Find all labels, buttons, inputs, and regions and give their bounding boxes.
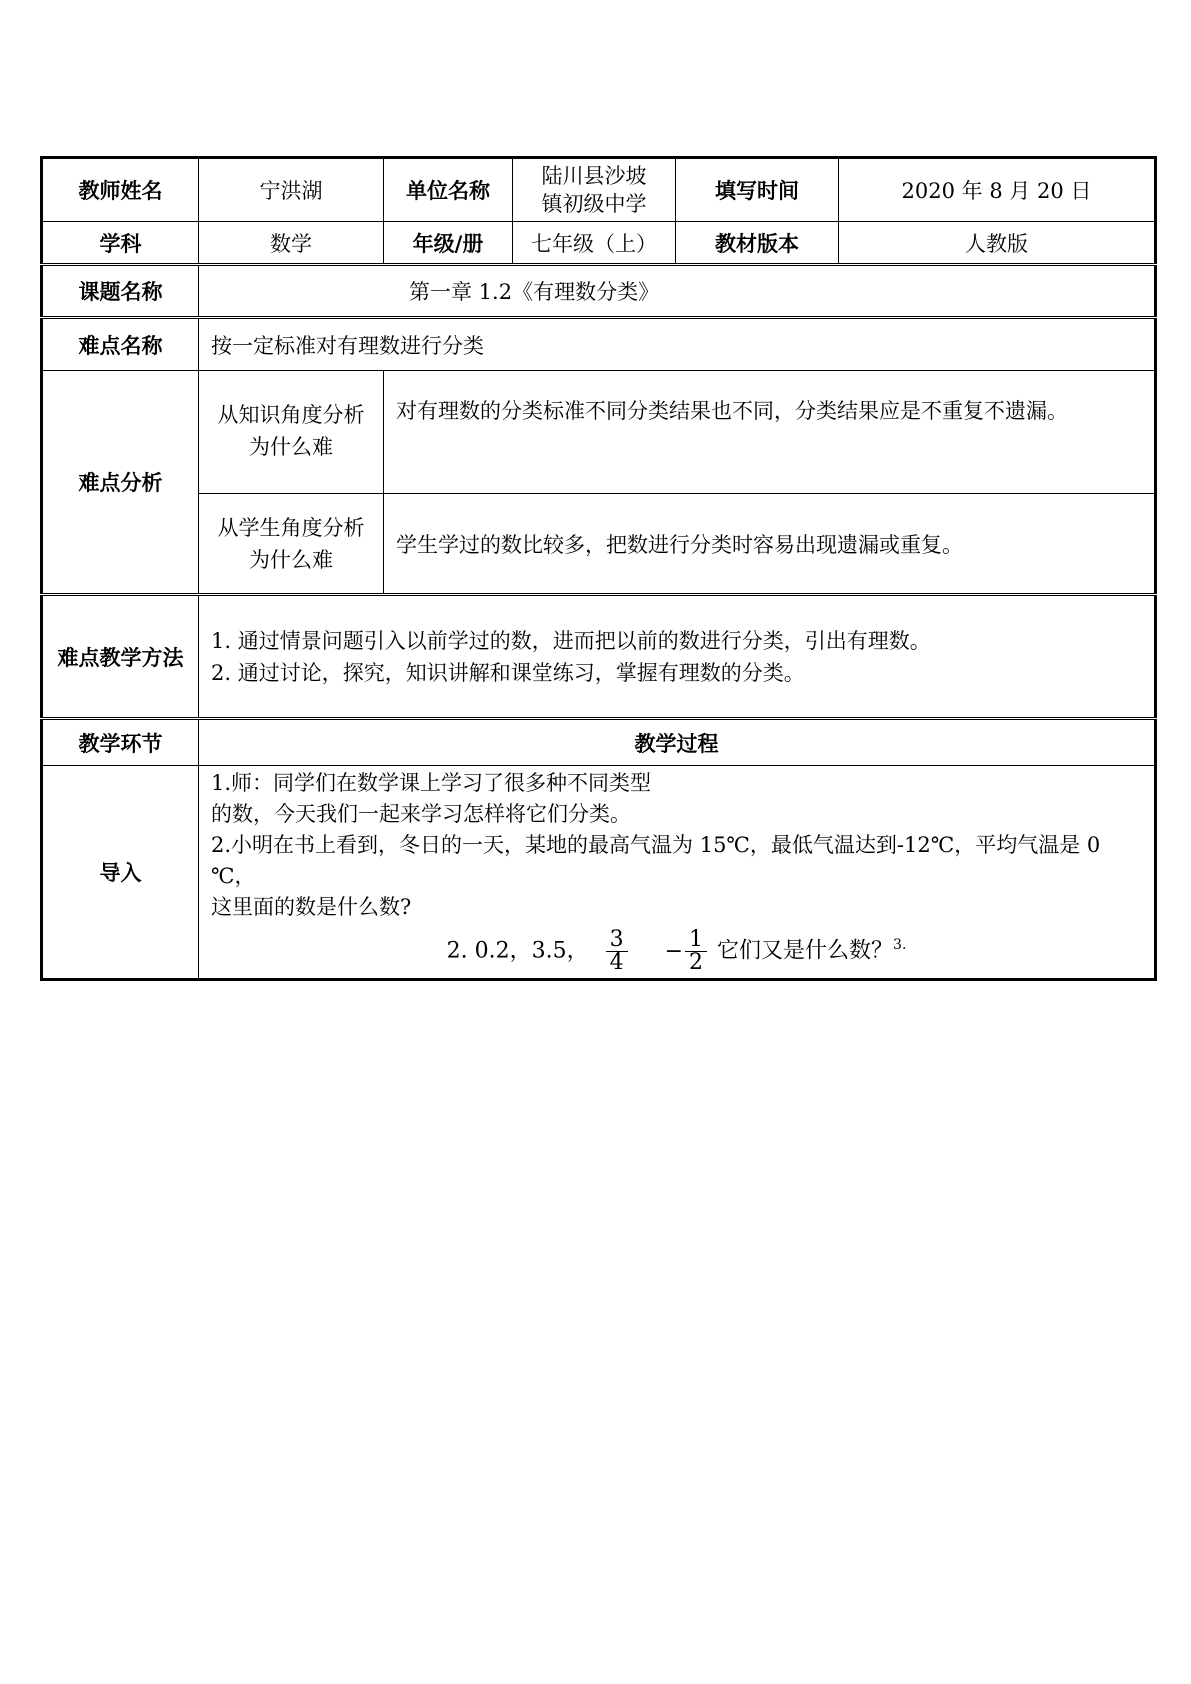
intro-line-3: 2.小明在书上看到，冬日的一天，某地的最高气温为 15℃，最低气温达到-12℃，平均气温是 0 ℃， — [211, 833, 1101, 888]
grade-value: 七年级（上） — [513, 222, 676, 265]
knowledge-angle-text: 对有理数的分类标准不同分类结果也不同，分类结果应是不重复不遗漏。 — [384, 371, 1156, 494]
math-suffix: 它们又是什么数？ — [717, 938, 894, 964]
analysis-label: 难点分析 — [42, 371, 199, 595]
stage-label: 教学环节 — [42, 719, 199, 766]
method-row — [42, 595, 1156, 719]
math-prefix: 2. 0.2，3.5， — [446, 938, 589, 964]
fraction-three-quarters — [606, 929, 628, 974]
unit-name-label: 单位名称 — [384, 158, 513, 222]
topic-row — [42, 265, 1156, 318]
method-line-2: 2. 通过讨论，探究，知识讲解和课堂练习，掌握有理数的分类。 — [211, 660, 805, 685]
analysis-student-row — [42, 494, 1156, 595]
difficulty-label: 难点名称 — [42, 318, 199, 371]
subject-label: 学科 — [42, 222, 199, 265]
math-note: 3. — [893, 937, 907, 954]
student-angle-label: 从学生角度分析为什么难 — [199, 494, 384, 595]
process-header-row — [42, 719, 1156, 766]
intro-row — [42, 766, 1156, 980]
fill-date-value: 2020 年 8 月 20 日 — [839, 158, 1156, 222]
fraction-one-half — [685, 929, 707, 974]
method-line-1: 1. 通过情景问题引入以前学过的数，进而把以前的数进行分类，引出有理数。 — [211, 628, 931, 653]
edition-value: 人教版 — [839, 222, 1156, 265]
intro-label: 导入 — [42, 766, 199, 980]
header-row-1 — [42, 158, 1156, 222]
knowledge-angle-label: 从知识角度分析为什么难 — [199, 371, 384, 494]
difficulty-value: 按一定标准对有理数进行分类 — [199, 318, 1156, 371]
intro-line-1: 1.师：同学们在数学课上学习了很多种不同类型 — [211, 771, 652, 795]
fraction-2-denominator: 2 — [689, 950, 704, 975]
fraction-2-numerator: 1 — [685, 929, 707, 952]
intro-line-4: 这里面的数是什么数? — [211, 895, 412, 919]
edition-label: 教材版本 — [676, 222, 839, 265]
teacher-name-label: 教师姓名 — [42, 158, 199, 222]
grade-label: 年级/册 — [384, 222, 513, 265]
minus-sign: − — [664, 938, 684, 964]
intro-content — [199, 766, 1156, 980]
process-label: 教学过程 — [199, 719, 1156, 766]
header-row-2 — [42, 222, 1156, 265]
topic-value: 第一章 1.2《有理数分类》 — [199, 265, 1156, 318]
subject-value: 数学 — [199, 222, 384, 265]
analysis-knowledge-row — [42, 371, 1156, 494]
fill-date-label: 填写时间 — [676, 158, 839, 222]
fraction-1-numerator: 3 — [606, 929, 628, 952]
intro-math-line — [211, 929, 1142, 974]
student-angle-text: 学生学过的数比较多，把数进行分类时容易出现遗漏或重复。 — [384, 494, 1156, 595]
fraction-1-denominator: 4 — [609, 950, 624, 975]
lesson-plan-sheet — [40, 156, 1154, 981]
topic-label: 课题名称 — [42, 265, 199, 318]
method-label: 难点教学方法 — [42, 595, 199, 719]
teacher-name-value: 宁洪湖 — [199, 158, 384, 222]
difficulty-row — [42, 318, 1156, 371]
intro-line-2: 的数，今天我们一起来学习怎样将它们分类。 — [211, 802, 631, 826]
lesson-plan-table — [40, 156, 1157, 981]
method-text — [199, 595, 1156, 719]
unit-name-value: 陆川县沙坡镇初级中学 — [513, 158, 676, 222]
